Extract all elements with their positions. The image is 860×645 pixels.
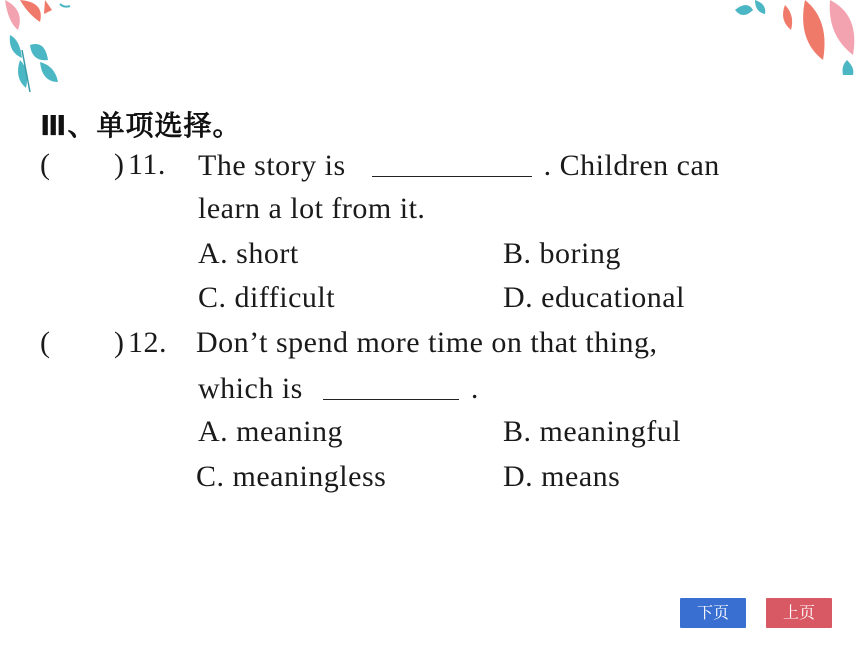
option-c: C. difficult (198, 281, 336, 314)
question-line-1: Don’t spend more time on that thing, (196, 326, 658, 359)
previous-page-button[interactable]: 上页 (766, 598, 832, 628)
answer-paren-close: ) (114, 148, 124, 181)
option-c: C. meaningless (196, 460, 387, 493)
floral-decoration-right-icon (735, 0, 860, 75)
option-b: B. boring (503, 237, 621, 270)
floral-decoration-left-icon (0, 0, 90, 100)
option-b: B. meaningful (503, 415, 682, 448)
question-text-after-blank: . (470, 372, 479, 405)
option-a: A. short (198, 237, 299, 270)
answer-blank (323, 371, 459, 400)
answer-blank (372, 148, 532, 177)
option-d: D. means (503, 460, 621, 493)
question-text-after-blank: . Children can (543, 149, 720, 182)
answer-paren-open: ( (40, 148, 50, 181)
option-a: A. meaning (198, 415, 343, 448)
question-text-before-blank: The story is (198, 149, 346, 182)
answer-paren-open: ( (40, 326, 50, 359)
section-title: Ⅲ、单项选择。 (40, 109, 242, 142)
next-page-button[interactable]: 下页 (680, 598, 746, 628)
question-line-2 (198, 371, 479, 406)
question-line-2: learn a lot from it. (198, 192, 426, 225)
question-number: 12. (128, 326, 167, 359)
answer-paren-close: ) (114, 326, 124, 359)
question-text-before-blank: which is (198, 372, 303, 405)
option-d: D. educational (503, 281, 685, 314)
question-number: 11. (128, 148, 166, 181)
question-line-1 (198, 148, 800, 183)
